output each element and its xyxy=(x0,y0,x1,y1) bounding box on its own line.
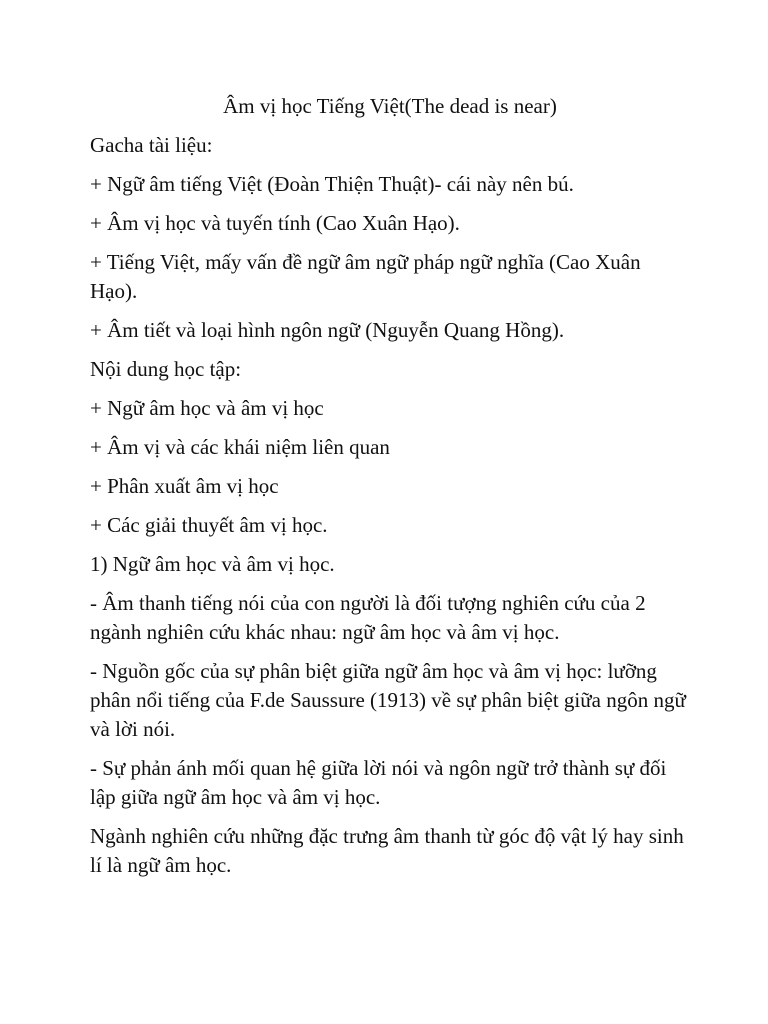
paragraph: - Âm thanh tiếng nói của con người là đối tượng nghiên cứu của 2 ngành nghiên cứu khác nhau: ngữ âm học và âm vị học. xyxy=(90,591,646,644)
paragraph: + Âm tiết và loại hình ngôn ngữ (Nguyễn Quang Hồng). xyxy=(90,318,565,342)
paragraph: Gacha tài liệu: xyxy=(90,133,213,157)
paragraph: + Ngữ âm tiếng Việt (Đoàn Thiện Thuật)- cái này nên bú. xyxy=(90,172,574,196)
paragraph: - Nguồn gốc của sự phân biệt giữa ngữ âm học và âm vị học: lưỡng phân nổi tiếng của F.de Saussure (1913) về sự phân biệt giữa ngôn ngữ và lời nói. xyxy=(90,659,686,741)
paragraph: + Các giải thuyết âm vị học. xyxy=(90,513,328,537)
document-title: Âm vị học Tiếng Việt(The dead is near) xyxy=(223,94,557,118)
paragraph: Ngành nghiên cứu những đặc trưng âm thanh từ góc độ vật lý hay sinh lí là ngữ âm học. xyxy=(90,824,684,877)
paragraph: - Sự phản ánh mối quan hệ giữa lời nói và ngôn ngữ trở thành sự đối lập giữa ngữ âm học và âm vị học. xyxy=(90,756,667,809)
paragraph: + Âm vị và các khái niệm liên quan xyxy=(90,435,390,459)
document-page xyxy=(90,92,690,890)
paragraph: + Phân xuất âm vị học xyxy=(90,474,279,498)
paragraph: Nội dung học tập: xyxy=(90,357,242,381)
paragraph: + Tiếng Việt, mấy vấn đề ngữ âm ngữ pháp ngữ nghĩa (Cao Xuân Hạo). xyxy=(90,250,641,303)
paragraph: + Ngữ âm học và âm vị học xyxy=(90,396,324,420)
paragraph: + Âm vị học và tuyến tính (Cao Xuân Hạo). xyxy=(90,211,460,235)
paragraph: 1) Ngữ âm học và âm vị học. xyxy=(90,552,335,576)
